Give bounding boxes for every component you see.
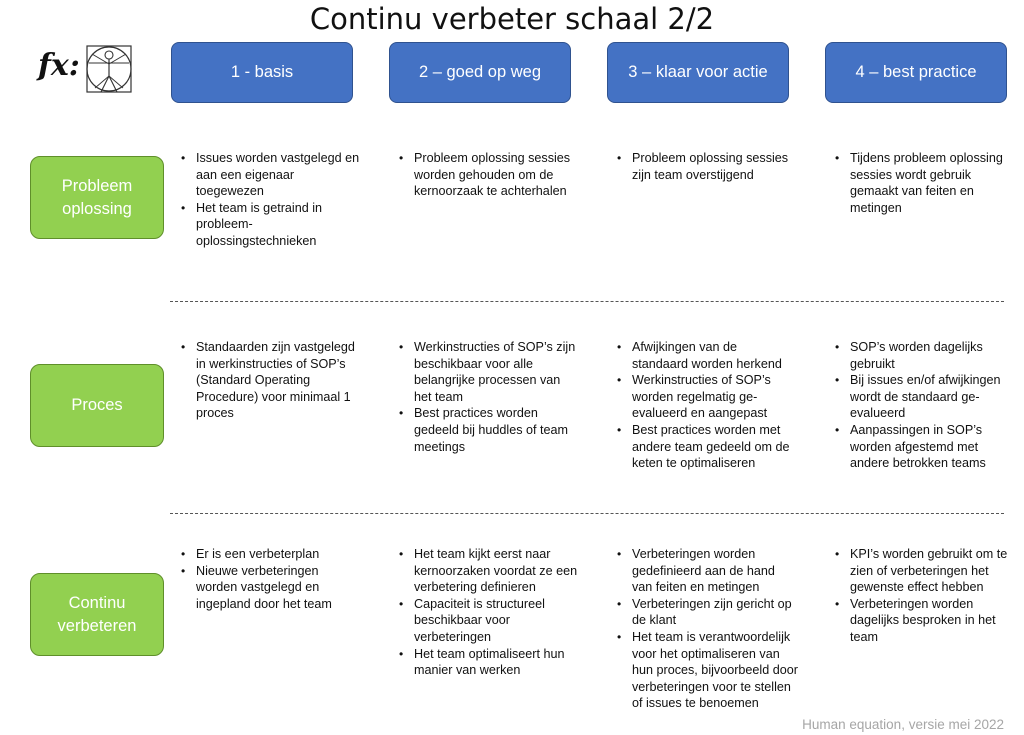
cell-proces-level-3: [616, 339, 794, 472]
bullet-item: • Het team kijkt eerst naar kernoorzaken voordat ze een verbetering definieren: [398, 546, 584, 596]
cell-continu-level-3: [616, 546, 798, 712]
bullet-item: • Tijdens probleem oplossing sessies wordt gebruik gemaakt van feiten en metingen: [834, 150, 1010, 216]
footer-version: Human equation, versie mei 2022: [802, 717, 1004, 732]
bullet-item: • Standaarden zijn vastgelegd in werkinstructies of SOP’s (Standard Operating Procedure) voor minimaal 1 proces: [180, 339, 360, 422]
cell-probleem-level-3: [616, 150, 794, 183]
bullet-item: • Werkinstructies of SOP’s zijn beschikbaar voor alle belangrijke processen van het team: [398, 339, 578, 405]
cell-proces-level-2: [398, 339, 578, 455]
bullet-item: • Best practices worden gedeeld bij huddles of team meetings: [398, 405, 578, 455]
cell-probleem-level-4: [834, 150, 1010, 216]
category-proces: Proces: [30, 364, 164, 447]
bullet-item: • Probleem oplossing sessies worden gehouden om de kernoorzaak te achterhalen: [398, 150, 576, 200]
bullet-item: • Verbeteringen worden gedefinieerd aan de hand van feiten en metingen: [616, 546, 798, 596]
bullet-item: • Issues worden vastgelegd en aan een eigenaar toegewezen: [180, 150, 360, 200]
bullet-item: • Het team optimaliseert hun manier van werken: [398, 646, 584, 679]
cell-proces-level-1: [180, 339, 360, 422]
bullet-item: • Verbeteringen zijn gericht op de klant: [616, 596, 798, 629]
level-header-4: 4 – best practice: [825, 42, 1007, 103]
bullet-item: • SOP’s worden dagelijks gebruikt: [834, 339, 1010, 372]
row-divider: [170, 301, 1004, 302]
bullet-item: • Probleem oplossing sessies zijn team overstijgend: [616, 150, 794, 183]
bullet-item: • Werkinstructies of SOP’s worden regelmatig ge-evalueerd en aangepast: [616, 372, 794, 422]
bullet-item: • Nieuwe verbeteringen worden vastgelegd en ingepland door het team: [180, 563, 350, 613]
bullet-item: • KPI’s worden gebruikt om te zien of verbeteringen het gewenste effect hebben: [834, 546, 1014, 596]
category-continu-verbeteren: Continu verbeteren: [30, 573, 164, 656]
bullet-item: • Afwijkingen van de standaard worden herkend: [616, 339, 794, 372]
category-probleem-oplossing: Probleem oplossing: [30, 156, 164, 239]
vitruvian-man-icon: [83, 42, 135, 96]
bullet-item: • Aanpassingen in SOP’s worden afgestemd met andere betrokken teams: [834, 422, 1010, 472]
cell-probleem-level-2: [398, 150, 576, 200]
cell-continu-level-4: [834, 546, 1014, 646]
bullet-item: • Capaciteit is structureel beschikbaar voor verbeteringen: [398, 596, 584, 646]
bullet-item: • Het team is getraind in probleem-oplossingstechnieken: [180, 200, 360, 250]
bullet-item: • Het team is verantwoordelijk voor het optimaliseren van hun proces, bijvoorbeeld door verbeteringen voor te stellen of issues te benoemen: [616, 629, 798, 712]
cell-proces-level-4: [834, 339, 1010, 472]
cell-continu-level-2: [398, 546, 584, 679]
logo: [38, 40, 138, 98]
bullet-item: • Er is een verbeterplan: [180, 546, 350, 563]
cell-continu-level-1: [180, 546, 350, 612]
logo-text: fx:: [38, 48, 80, 83]
bullet-item: • Bij issues en/of afwijkingen wordt de standaard ge-evalueerd: [834, 372, 1010, 422]
level-header-3: 3 – klaar voor actie: [607, 42, 789, 103]
level-header-1: 1 - basis: [171, 42, 353, 103]
row-divider: [170, 513, 1004, 514]
bullet-item: • Verbeteringen worden dagelijks besproken in het team: [834, 596, 1014, 646]
page-title: Continu verbeter schaal 2/2: [309, 2, 715, 36]
bullet-item: • Best practices worden met andere team gedeeld om de keten te optimaliseren: [616, 422, 794, 472]
level-header-2: 2 – goed op weg: [389, 42, 571, 103]
cell-probleem-level-1: [180, 150, 360, 250]
